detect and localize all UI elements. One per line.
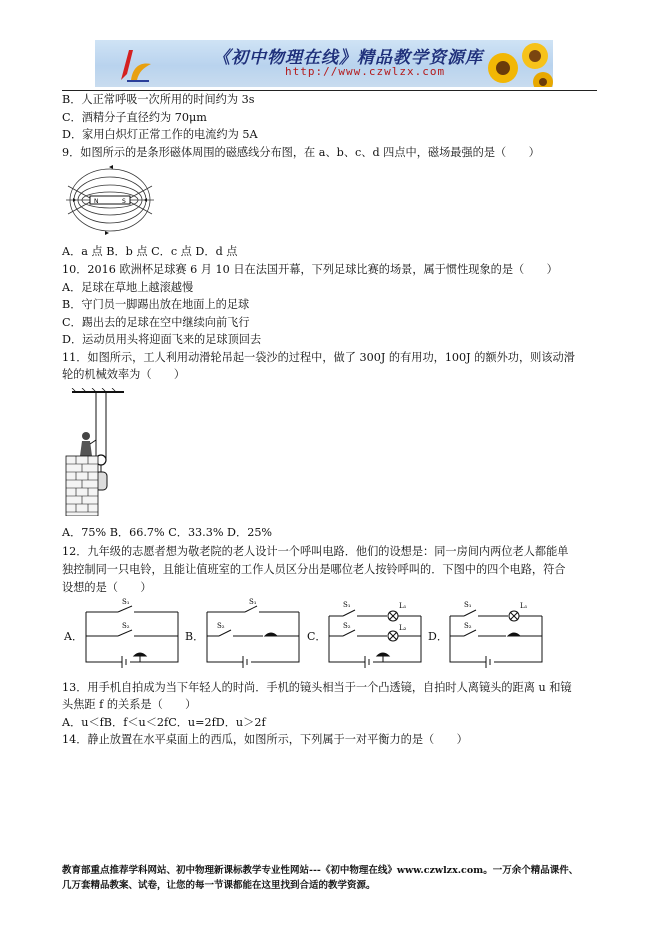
q13-options: A．u＜fB．f＜u＜2fC．u=2fD．u＞2f — [62, 716, 266, 729]
footer-line2: 几万套精品教案、试卷，让您的每一节课都能在这里找到合适的教学资源。 — [62, 880, 376, 891]
header-banner — [95, 40, 553, 87]
circuit-b-diagram — [203, 598, 303, 668]
circuit-a-s1: S₁ — [122, 598, 130, 606]
q10-stem: 10．2016 欧洲杯足球赛 6 月 10 日在法国开幕，下列足球比赛的场景，属于惯性现象的是（ ） — [62, 263, 558, 276]
circuit-d-s2: S₂ — [464, 622, 472, 630]
logo-icon — [115, 44, 155, 84]
banner-title: 《初中物理在线》精品教学资源库 — [213, 48, 483, 68]
q10-option-d: D．运动员用头将迎面飞来的足球顶回去 — [62, 333, 262, 346]
circuit-d-l1: L₁ — [520, 602, 528, 610]
q11-stem-line1: 11．如图所示，工人利用动滑轮吊起一袋沙的过程中，做了 300J 的有用功，100J 的额外功，则该动滑 — [62, 351, 575, 364]
header-rule — [62, 90, 597, 91]
q14-stem: 14．静止放置在水平桌面上的西瓜，如图所示，下列属于一对平衡力的是（ ） — [62, 733, 468, 746]
circuit-c-l2: L₂ — [399, 624, 407, 632]
circuit-d-diagram — [446, 598, 546, 668]
circuit-c-diagram — [325, 598, 425, 668]
circuit-c-l1: L₁ — [399, 602, 407, 610]
q13-stem-line1: 13．用手机自拍成为当下年轻人的时尚．手机的镜头相当于一个凸透镜，自拍时人离镜头的距离 u 和镜 — [62, 681, 572, 694]
circuit-c-s2: S₂ — [343, 622, 351, 630]
circuit-a-s2: S₂ — [122, 622, 130, 630]
pulley-worker-figure — [62, 388, 128, 516]
circuit-d-option: D． — [428, 630, 448, 643]
magnet-field-figure — [64, 162, 156, 238]
circuit-a-option: A． — [64, 630, 83, 643]
circuit-a-diagram — [82, 598, 182, 668]
sunflower-icon — [479, 40, 553, 87]
q12-stem-line1: 12．九年级的志愿者想为敬老院的老人设计一个呼叫电路．他们的设想是：同一房间内两位老人都能单 — [62, 545, 569, 558]
q11-stem-line2: 轮的机械效率为（ ） — [62, 368, 186, 381]
circuit-d-s1: S₁ — [464, 601, 472, 609]
circuit-c-option: C． — [307, 630, 327, 643]
footer-line1: 教育部重点推荐学科网站、初中物理新课标教学专业性网站---《初中物理在线》www.czwlzx.com。一万余个精品课件、 — [62, 865, 579, 876]
q10-option-b: B．守门员一脚踢出放在地面上的足球 — [62, 298, 250, 311]
q13-stem-line2: 头焦距 f 的关系是（ ） — [62, 698, 197, 711]
circuit-b-s2: S₂ — [217, 622, 225, 630]
q12-stem-line2: 独控制同一只电铃，且能让值班室的工作人员区分出是哪位老人按铃呼叫的．下图中的四个电路，符合 — [62, 563, 566, 576]
circuit-b-option: B． — [185, 630, 205, 643]
pole-s-label: S — [122, 198, 126, 205]
circuit-b-s1: S₁ — [249, 598, 257, 606]
circuit-c-s1: S₁ — [343, 601, 351, 609]
q11-options: A．75% B．66.7% C．33.3% D．25% — [62, 526, 273, 539]
page-footer — [62, 863, 602, 893]
q10-option-a: A．足球在草地上越滚越慢 — [62, 281, 194, 294]
q9-stem: 9．如图所示的是条形磁体周围的磁感线分布图，在 a、b、c、d 四点中，磁场最强的是（ ） — [62, 146, 540, 159]
q10-option-c: C．踢出去的足球在空中继续向前飞行 — [62, 316, 250, 329]
q8-option-b: B．人正常呼吸一次所用的时间约为 3s — [62, 93, 255, 106]
q9-options: A．a 点 B．b 点 C．c 点 D．d 点 — [62, 245, 238, 258]
q12-stem-line3: 设想的是（ ） — [62, 581, 152, 594]
q8-option-d: D．家用白炽灯正常工作的电流约为 5A — [62, 128, 258, 141]
banner-url[interactable]: http://www.czwlzx.com — [285, 65, 446, 78]
pole-n-label: N — [94, 198, 99, 205]
q8-option-c: C．酒精分子直径约为 70μm — [62, 111, 207, 124]
